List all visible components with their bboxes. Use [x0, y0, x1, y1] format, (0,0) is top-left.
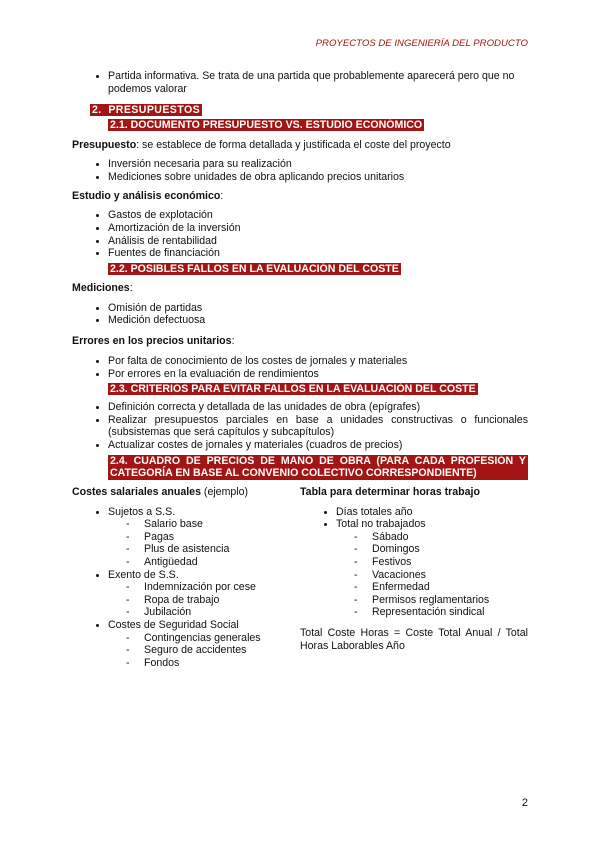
subsection-2-3-heading: 2.3. CRITERIOS PARA EVITAR FALLOS EN LA EVALUACIÓN DEL COSTE — [110, 383, 476, 396]
sub-item: - Jubilación — [144, 606, 300, 619]
section-2-heading — [72, 104, 528, 116]
sub-item: - Sábado — [372, 531, 528, 544]
page-number: 2 — [521, 797, 528, 809]
sub-item: - Fondos — [144, 657, 300, 670]
intro-list — [72, 70, 528, 95]
list-item: • Por errores en la evaluación de rendimientos — [108, 368, 528, 381]
sub-list — [336, 531, 528, 619]
list-item: • Días totales año — [336, 506, 528, 519]
sub-item: - Representación sindical — [372, 606, 528, 619]
list-item: • Actualizar costes de jornales y materiales (cuadros de precios) — [108, 439, 528, 452]
formula: Total Coste Horas = Coste Total Anual / Total Horas Laborables Año — [300, 627, 528, 652]
presupuesto-list — [72, 158, 528, 183]
subsection-2-4-heading: 2.4. CUADRO DE PRECIOS DE MANO DE OBRA (PARA CADA PROFESIÓN Y CATEGORÍA EN BASE AL CONVENIO COLECTIVO CORRESPONDIENTE) — [110, 454, 526, 480]
list-item: • Total no trabajados - Sábado - Domingos - Festivos - Vacaciones - Enfermedad - Permisos reglamentarios - Representación sindical — [336, 518, 528, 619]
section-number: 2. — [92, 104, 102, 117]
horas-list — [300, 506, 528, 619]
page-content — [72, 70, 528, 669]
mediciones-label: Mediciones — [72, 281, 130, 294]
running-header: PROYECTOS DE INGENIERÍA DEL PRODUCTO — [315, 38, 528, 49]
sub-list — [108, 632, 300, 670]
list-item: • Amortización de la inversión — [108, 222, 528, 235]
mediciones-list — [72, 302, 528, 327]
list-item: • Partida informativa. Se trata de una partida que probablemente aparecerá pero que no podemos valorar — [108, 70, 528, 95]
sub-list — [108, 581, 300, 619]
sub-item: - Permisos reglamentarios — [372, 594, 528, 607]
subsection-2-2-heading: 2.2. POSIBLES FALLOS EN LA EVALUACIÓN DEL COSTE — [110, 262, 399, 275]
errores-label: Errores en los precios unitarios — [72, 334, 232, 347]
list-item: • Exento de S.S. - Indemnización por cese - Ropa de trabajo - Jubilación — [108, 569, 300, 619]
sub-item: - Ropa de trabajo — [144, 594, 300, 607]
right-column — [300, 486, 528, 670]
sub-item: - Seguro de accidentes — [144, 644, 300, 657]
list-item: • Mediciones sobre unidades de obra aplicando precios unitarios — [108, 171, 528, 184]
sub-item: - Domingos — [372, 543, 528, 556]
list-item: • Medición defectuosa — [108, 314, 528, 327]
sub-item: - Enfermedad — [372, 581, 528, 594]
sub-item: - Contingencias generales — [144, 632, 300, 645]
section-title: PRESUPUESTOS — [108, 104, 201, 117]
two-column-block — [72, 486, 528, 670]
sub-item: - Vacaciones — [372, 569, 528, 582]
list-item: • Por falta de conocimiento de los costes de jornales y materiales — [108, 355, 528, 368]
list-item: • Omisión de partidas — [108, 302, 528, 315]
list-item: • Gastos de explotación — [108, 209, 528, 222]
sub-item: - Festivos — [372, 556, 528, 569]
costes-title-suffix: (ejemplo) — [200, 485, 249, 498]
errores-heading: Errores en los precios unitarios: — [72, 334, 235, 347]
list-item: • Inversión necesaria para su realización — [108, 158, 528, 171]
list-item: • Definición correcta y detallada de las unidades de obra (epígrafes) — [108, 401, 528, 414]
sub-item: - Plus de asistencia — [144, 543, 300, 556]
presupuesto-text: : se establece de forma detallada y justificada el coste del proyecto — [136, 139, 451, 152]
sub-list — [108, 518, 300, 568]
list-item: • Costes de Seguridad Social - Contingencias generales - Seguro de accidentes - Fondos — [108, 619, 300, 669]
list-item: • Fuentes de financiación — [108, 247, 528, 260]
horas-title: Tabla para determinar horas trabajo — [300, 485, 480, 498]
costes-list — [72, 506, 300, 670]
estudio-heading: Estudio y análisis económico: — [72, 190, 224, 203]
criterios-list — [72, 401, 528, 451]
costes-heading — [72, 486, 300, 499]
mediciones-heading: Mediciones: — [72, 281, 133, 294]
left-column — [72, 486, 300, 670]
presupuesto-label: Presupuesto — [72, 139, 137, 152]
sub-item: - Antigüedad — [144, 556, 300, 569]
subsection-2-1-heading: 2.1. DOCUMENTO PRESUPUESTO VS. ESTUDIO ECONÓMICO — [110, 119, 423, 132]
sub-item: - Indemnización por cese — [144, 581, 300, 594]
estudio-list — [72, 209, 528, 259]
presupuesto-definition — [72, 139, 528, 152]
sub-item: - Salario base — [144, 518, 300, 531]
list-item: • Sujetos a S.S. - Salario base - Pagas - Plus de asistencia - Antigüedad — [108, 506, 300, 569]
costes-title: Costes salariales anuales — [72, 485, 201, 498]
sub-item: - Pagas — [144, 531, 300, 544]
list-item: • Análisis de rentabilidad — [108, 235, 528, 248]
estudio-label: Estudio y análisis económico — [72, 190, 221, 203]
errores-list — [72, 355, 528, 380]
list-item: • Realizar presupuestos parciales en base a unidades constructivas o funcionales (subsistemas que será capítulos y subcapítulos) — [108, 414, 528, 439]
